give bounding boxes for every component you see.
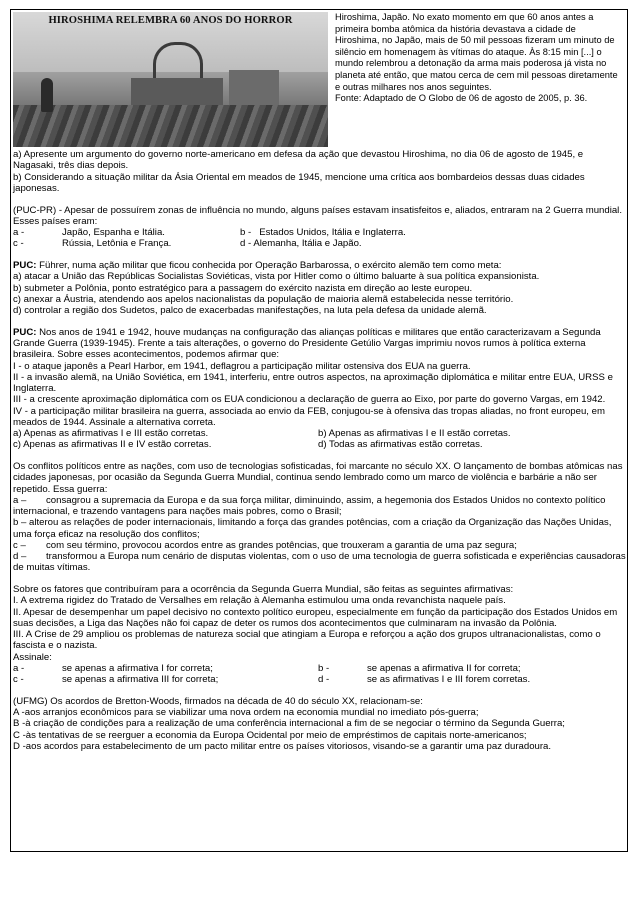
- caption-text: Hiroshima, Japão. No exato momento em que 60 anos antes a primeira bomba atômica da história devastava a cidade de Hiroshima, no Japão, mais de 50 mil pessoas fizeram um minuto de silêncio em homenagem às vítimas do ataque. Às 8:15 min [...] o mundo relembrou a detonação da arma mais poderosa já vista no planeta até então, que matou cerca de cem mil pessoas diretamente e outras milhares nos anos seguintes.: [335, 12, 618, 92]
- q6-option-a: se apenas a afirmativa I for correta;: [62, 662, 213, 674]
- q4-item-3: III - a crescente aproximação diplomática com os EUA condicionou a declaração de guerra ao Eixo, por parte do governo Vargas, em 1942.: [13, 394, 606, 406]
- q3-option-a: a) atacar a União das Repúblicas Socialistas Soviéticas, vista por Hitler como o último baluarte à sua política expansionista.: [13, 271, 540, 283]
- person-figure: [41, 78, 53, 112]
- q6-option-b: se apenas a afirmativa II for correta;: [367, 662, 521, 674]
- q4-item-1: I - o ataque japonês a Pearl Harbor, em 1941, deflagrou a participação militar ostensiva dos EUA na guerra.: [13, 360, 471, 372]
- photo-banner: HIROSHIMA RELEMBRA 60 ANOS DO HORROR: [48, 15, 293, 26]
- q4-option-d: d) Todas as afirmativas estão corretas.: [318, 439, 483, 451]
- q2-option-c: Rússia, Letônia e França.: [62, 238, 172, 250]
- q3-option-b: b) submeter a Polônia, ponto estratégico para a passagem do exército nazista em direção ao leste europeu.: [13, 282, 473, 294]
- q5-stem: Os conflitos políticos entre as nações, com uso de tecnologias sofisticadas, foi marcante no século XX. O lançamento de bombas atômicas nas cidades japonesas, por ocasião da Segunda Guerra Mundial, continua sendo lembrado como um marco de violência e barbárie a não ser repetido. Essa guerra:: [13, 461, 623, 495]
- q5-option-b: b – alterou as relações de poder internacionais, limitando a força das grandes potências, com a criação da Organização das Nações Unidas, uma força eficaz na resolução dos conflitos;: [13, 517, 612, 540]
- q6-item-3: III. A Crise de 29 ampliou os problemas de natureza social que atingiam a Europa e reforçou a ação dos grupos ultranacionalistas, como o fascista e o nazista.: [13, 629, 601, 652]
- q6-assinale: Assinale:: [13, 651, 52, 663]
- q2-row-1: [13, 227, 627, 238]
- q2-option-a: Japão, Espanha e Itália.: [62, 227, 165, 238]
- q7-option-a: A -aos arranjos econômicos para se viabilizar uma nova ordem na economia mundial no imediato pós-guerra;: [13, 707, 479, 718]
- q7-option-d: D -aos acordos para estabelecimento de um pacto militar entre os países vitoriosos, visando-se a garantir uma paz duradoura.: [13, 740, 552, 752]
- q4-stem: PUC: Nos anos de 1941 e 1942, houve mudanças na configuração das alianças políticas e militares que então caracterizavam a Segunda Grande Guerra (1939-1945). Frente a tais alterações, o governo do Presidente Getúlio Vargas imprimiu novos rumos à política externa brasileira. Sobre esses acontecimentos, podemos afirmar que:: [13, 326, 601, 361]
- q5-option-c: c – com seu término, provocou acordos entre as grandes potências, que trouxeram a garantia de uma paz segura;: [13, 539, 517, 551]
- hiroshima-photo: [13, 12, 328, 147]
- q2-row-2: [13, 238, 627, 249]
- q4-tag: PUC:: [13, 326, 37, 338]
- q1-b: b) Considerando a situação militar da Ásia Oriental em meados de 1945, mencione uma crítica aos bombardeios dessas duas cidades japonesas.: [13, 171, 585, 194]
- q2-option-d: d - Alemanha, Itália e Japão.: [240, 238, 362, 250]
- q4-item-4: IV - a participação militar brasileira na guerra, associada ao envio da FEB, conjugou-se à ofensiva das tropas aliadas, no front europeu, em meados de 1944. Assinale a alternativa correta.: [13, 405, 605, 428]
- q4-row-2: [13, 439, 627, 450]
- q6-stem: Sobre os fatores que contribuíram para a ocorrência da Segunda Guerra Mundial, são feitas as seguintes afirmativas:: [13, 584, 514, 595]
- q7-option-c: C -às tentativas de se reerguer a economia da Europa Ocidental por meio de empréstimos de capitais norte-americanos;: [13, 729, 527, 741]
- q7-option-b: B -à criação de condições para a realização de uma conferência internacional a fim de se negociar o término da Segunda Guerra;: [13, 718, 565, 730]
- q1-a: a) Apresente um argumento do governo norte-americano em defesa da ação que devastou Hiroshima, no dia 06 de agosto de 1945, e Nagasaki, três dias depois.: [13, 149, 584, 172]
- q4-option-a: a) Apenas as afirmativas I e III estão corretas.: [13, 428, 209, 439]
- q4-row-1: [13, 428, 627, 439]
- caption-source: Fonte: Adaptado de O Globo de 06 de agosto de 2005, p. 36.: [335, 93, 588, 104]
- photo-caption: [335, 12, 621, 105]
- q4-option-c: c) Apenas as afirmativas II e IV estão corretas.: [13, 439, 212, 451]
- worksheet: [10, 9, 628, 852]
- q2-a-label: a -: [13, 227, 25, 238]
- q6-option-c: se apenas a afirmativa III for correta;: [62, 674, 219, 685]
- q3-tag: PUC:: [13, 260, 37, 271]
- questions: [13, 149, 627, 752]
- q6-item-1: I. A extrema rigidez do Tratado de Versalhes em relação à Alemanha estimulou uma onda revanchista naquele país.: [13, 595, 506, 607]
- header-section: [11, 10, 627, 148]
- q6-row-1: a - se apenas a afirmativa I for correta; b - se apenas a afirmativa II for correta;: [13, 662, 521, 674]
- q3-option-c: c) anexar a Áustria, atendendo aos apelos nacionalistas da população de maioria alemã estabelecida nesse território.: [13, 293, 514, 305]
- q6-row-2: c - se apenas a afirmativa III for correta; d - se as afirmativas I e III forem corretas.: [13, 674, 531, 685]
- q2-c-label: c -: [13, 238, 24, 250]
- q5-option-d: d – transformou a Europa num cenário de disputas violentas, com o uso de uma tecnologia de guerra sofisticada e experiências causadoras de muitas vítimas.: [13, 551, 626, 574]
- q4-option-b: b) Apenas as afirmativas I e II estão corretas.: [318, 428, 511, 439]
- q5-option-a: a – consagrou a supremacia da Europa e da sua força militar, diminuindo, assim, a hegemonia dos Estados Unidos no contexto político internacional, e trazendo vantagens para nações mais pobres, como o Brasil;: [13, 494, 606, 517]
- q7-stem: (UFMG) Os acordos de Bretton-Woods, firmados na década de 40 do século XX, relacionam-se:: [13, 695, 423, 707]
- q3-stem: PUC: Führer, numa ação militar que ficou conhecida por Operação Barbarossa, o exército alemão tem como meta:: [13, 260, 502, 271]
- q2-stem: (PUC-PR) - Apesar de possuírem zonas de influência no mundo, alguns países estavam insatisfeitos e, aliados, entraram na 2 Guerra mundial. Esses países eram:: [13, 204, 622, 227]
- q4-item-2: II - a invasão alemã, na União Soviética, em 1941, interferiu, entre outros aspectos, na aproximação diplomática e militar entre EUA, URSS e Inglaterra.: [13, 371, 613, 394]
- q6-item-2: II. Apesar de desempenhar um papel decisivo no contexto político europeu, especialmente em função da participação dos Estados Unidos em suas decisões, a Liga das Nações não foi capaz de deter os rumos dos acontecimentos que culminaram na invasão da Polônia.: [13, 606, 618, 629]
- q6-option-d: se as afirmativas I e III forem corretas.: [367, 674, 531, 685]
- q2-option-b: b - Estados Unidos, Itália e Inglaterra.: [240, 227, 406, 238]
- q3-option-d: d) controlar a região dos Sudetos, palco de exacerbadas manifestações, na luta pela defesa da unidade alemã.: [13, 305, 487, 316]
